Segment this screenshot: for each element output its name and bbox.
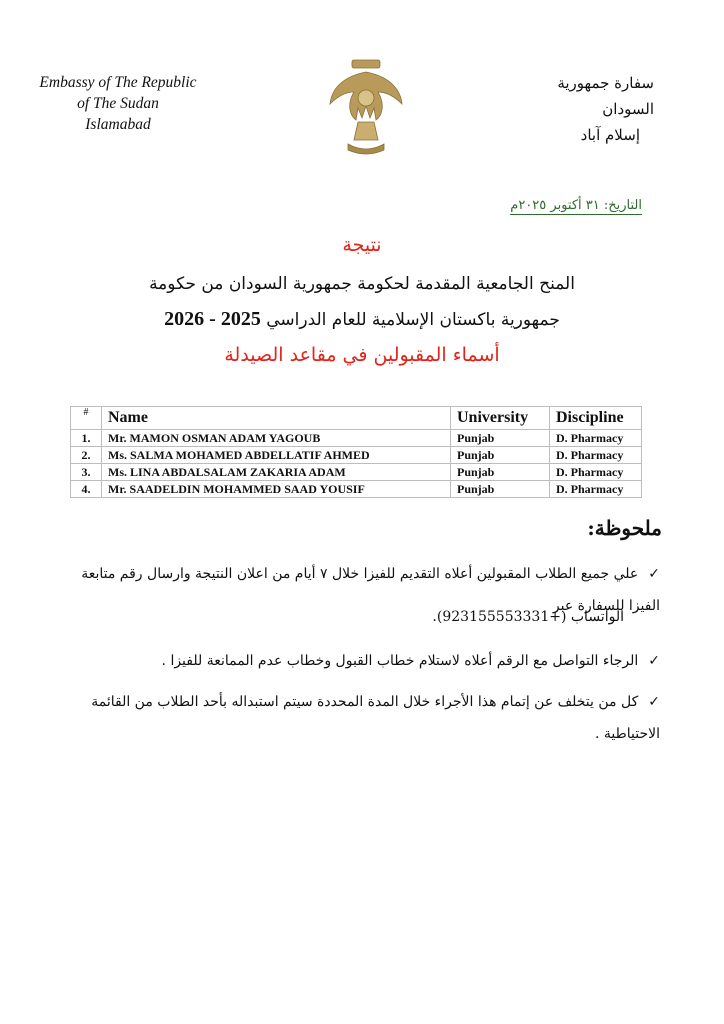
arabic-line-2: إسلام آباد (580, 126, 640, 144)
notes-title: ملحوظة: (587, 516, 662, 540)
accepted-students-table (70, 406, 642, 498)
row-number: 1. (71, 430, 102, 447)
note-2-text: الرجاء التواصل مع الرقم أعلاه لاستلام خطاب القبول وخطاب عدم الممانعة للفيزا . (161, 653, 639, 669)
col-number-header: # (71, 407, 102, 430)
english-line-3: Islamabad (85, 116, 151, 133)
check-icon: ✓ (648, 566, 660, 582)
student-name: Ms. LINA ABDALSALAM ZAKARIA ADAM (102, 464, 451, 481)
note-2 (50, 645, 660, 677)
col-discipline-header: Discipline (550, 407, 642, 430)
row-number: 3. (71, 464, 102, 481)
title-line-2-text: جمهورية باكستان الإسلامية للعام الدراسي (266, 310, 560, 330)
discipline: D. Pharmacy (550, 481, 642, 498)
student-name: Mr. MAMON OSMAN ADAM YAGOUB (102, 430, 451, 447)
col-name-header: Name (102, 407, 451, 430)
discipline: D. Pharmacy (550, 430, 642, 447)
note-1-continued: الواتساب (+923155553331). (432, 609, 624, 625)
accepted-pharmacy-heading: أسماء المقبولين في مقاعد الصيدلة (224, 344, 500, 366)
embassy-english-name (28, 72, 208, 135)
table-row (71, 430, 642, 447)
document-date: التاريخ: ٣١ أكتوبر ٢٠٢٥م (510, 198, 642, 213)
note-3 (50, 686, 660, 750)
academic-year: 2025 - 2026 (164, 308, 261, 330)
university: Punjab (451, 481, 550, 498)
table-row (71, 481, 642, 498)
university: Punjab (451, 464, 550, 481)
note-1-text: علي جميع الطلاب المقبولين أعلاه التقديم للفيزا خلال ٧ أيام من اعلان النتيجة وارسال رقم متابعة الفيزا للسفارة عبر (81, 566, 660, 614)
title-line-1: المنح الجامعية المقدمة لحكومة جمهورية السودان من حكومة (149, 274, 575, 294)
student-name: Mr. SAADELDIN MOHAMMED SAAD YOUSIF (102, 481, 451, 498)
row-number: 4. (71, 481, 102, 498)
col-university-header: University (451, 407, 550, 430)
english-line-2: of The Sudan (77, 95, 159, 112)
arabic-line-1: سفارة جمهورية السودان (557, 74, 654, 118)
university: Punjab (451, 430, 550, 447)
table-header-row (71, 407, 642, 430)
check-icon: ✓ (648, 694, 660, 710)
discipline: D. Pharmacy (550, 464, 642, 481)
discipline: D. Pharmacy (550, 447, 642, 464)
student-name: Ms. SALMA MOHAMED ABDELLATIF AHMED (102, 447, 451, 464)
sudan-emblem-icon (326, 58, 406, 158)
note-3-text: كل من يتخلف عن إتمام هذا الأجراء خلال المدة المحددة سيتم استبداله بأحد الطلاب من القائمة الاحتياطية . (91, 694, 660, 742)
table-row (71, 447, 642, 464)
embassy-arabic-name (504, 70, 654, 148)
title-line-2 (0, 308, 724, 331)
result-heading: نتيجة (342, 234, 382, 256)
row-number: 2. (71, 447, 102, 464)
check-icon: ✓ (648, 653, 660, 669)
university: Punjab (451, 447, 550, 464)
english-line-1: Embassy of The Republic (39, 74, 197, 91)
table-row (71, 464, 642, 481)
